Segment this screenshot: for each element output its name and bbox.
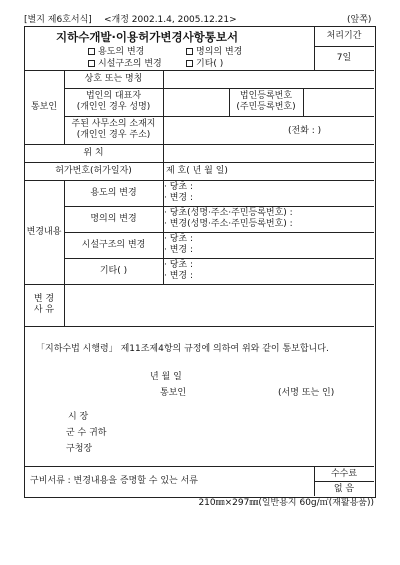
representative-label: [64, 88, 163, 116]
reg-label-line1: 법인등록번호: [239, 91, 293, 101]
permit-value[interactable]: 제 호( 년 월 일): [166, 166, 228, 176]
phone-label: (전화 : ): [288, 126, 322, 136]
registration-field[interactable]: [304, 89, 373, 115]
change-other-before[interactable]: · 당초 :: [164, 260, 194, 270]
option-name-label: 명의의 변경: [196, 47, 243, 57]
other-checkbox[interactable]: [186, 60, 193, 67]
company-field[interactable]: [164, 71, 373, 87]
change-name-after[interactable]: · 변경(성명·주소·주민등록번호) :: [164, 219, 293, 229]
option-facility-label: 시설구조의 변경: [98, 59, 162, 69]
option-facility[interactable]: [88, 59, 162, 70]
paper-side: (앞쪽): [347, 15, 372, 25]
company-label: 상호 또는 명칭: [84, 73, 143, 84]
change-use-after[interactable]: · 변경 :: [164, 193, 194, 203]
option-use[interactable]: [88, 47, 144, 58]
attachments-note: 구비서류 : 변경내용을 증명할 수 있는 서류: [30, 476, 198, 486]
permit-label: 허가번호(허가일자): [55, 165, 132, 176]
change-other-after[interactable]: · 변경 :: [164, 271, 194, 281]
change-facility-label: 시설구조의 변경: [81, 239, 146, 250]
location-label: 위 치: [83, 147, 104, 158]
form-title: 지하수개발·이용허가변경사항통보서: [56, 30, 239, 44]
change-facility-after[interactable]: · 변경 :: [164, 245, 194, 255]
rep-label-line2: (개인인 경우 성명): [76, 102, 151, 112]
use-checkbox[interactable]: [88, 48, 95, 55]
fee-label: 수수료: [330, 468, 358, 479]
recipient-county: 군 수 귀하: [66, 428, 107, 438]
rep-label-line1: 법인의 대표자: [85, 91, 142, 101]
change-use-label: 용도의 변경: [90, 187, 137, 198]
reason-field[interactable]: [65, 285, 373, 325]
office-address-label: [64, 116, 163, 144]
facility-checkbox[interactable]: [88, 60, 95, 67]
option-other[interactable]: [186, 59, 223, 70]
statement-text: 「지하수법 시행령」 제11조제4항의 규정에 의하여 위와 같이 통보합니다.: [36, 344, 329, 354]
name-checkbox[interactable]: [186, 48, 193, 55]
registration-label: [229, 88, 303, 116]
recipient-mayor: 시 장: [68, 412, 89, 422]
option-name[interactable]: [186, 47, 242, 58]
paper-spec: 210㎜×297㎜(일반용지 60g/㎡(재활용품)): [198, 498, 374, 508]
office-address-field[interactable]: [164, 117, 373, 143]
option-use-label: 용도의 변경: [98, 47, 145, 57]
processing-label: 처리기간: [326, 31, 362, 41]
recipient-district: 구청장: [66, 444, 93, 454]
form-label: [별지 제6호서식]: [24, 15, 92, 25]
fee-value: 없 음: [333, 483, 355, 494]
change-other-label: 기타( ): [99, 265, 128, 276]
reg-label-line2: (주민등록번호): [236, 102, 296, 112]
office-label-line2: (개인인 경우 주소): [76, 130, 151, 140]
office-label-line1: 주된 사무소의 소재지: [71, 119, 156, 129]
processing-value: 7일: [336, 52, 352, 63]
notifier-section-label: 통보인: [30, 101, 58, 112]
reason-label-line2: 사 유: [33, 305, 55, 315]
change-name-before[interactable]: · 당초(성명·주소·주민등록번호) :: [164, 208, 293, 218]
reason-label: [24, 284, 64, 326]
change-use-before[interactable]: · 당초 :: [164, 182, 194, 192]
signature-slot[interactable]: (서명 또는 인): [278, 388, 335, 398]
revision-note: <개정 2002.1.4, 2005.12.21>: [104, 15, 237, 25]
notifier-sign-label: 통보인: [160, 388, 187, 398]
reason-label-line1: 변 경: [33, 294, 55, 304]
changes-section-label: 변경내용: [26, 226, 62, 237]
option-other-label: 기타( ): [196, 59, 224, 69]
date-line[interactable]: 년 월 일: [150, 372, 182, 382]
change-facility-before[interactable]: · 당초 :: [164, 234, 194, 244]
location-field[interactable]: [164, 145, 373, 161]
representative-field[interactable]: [164, 89, 228, 115]
change-name-label: 명의의 변경: [90, 213, 137, 224]
